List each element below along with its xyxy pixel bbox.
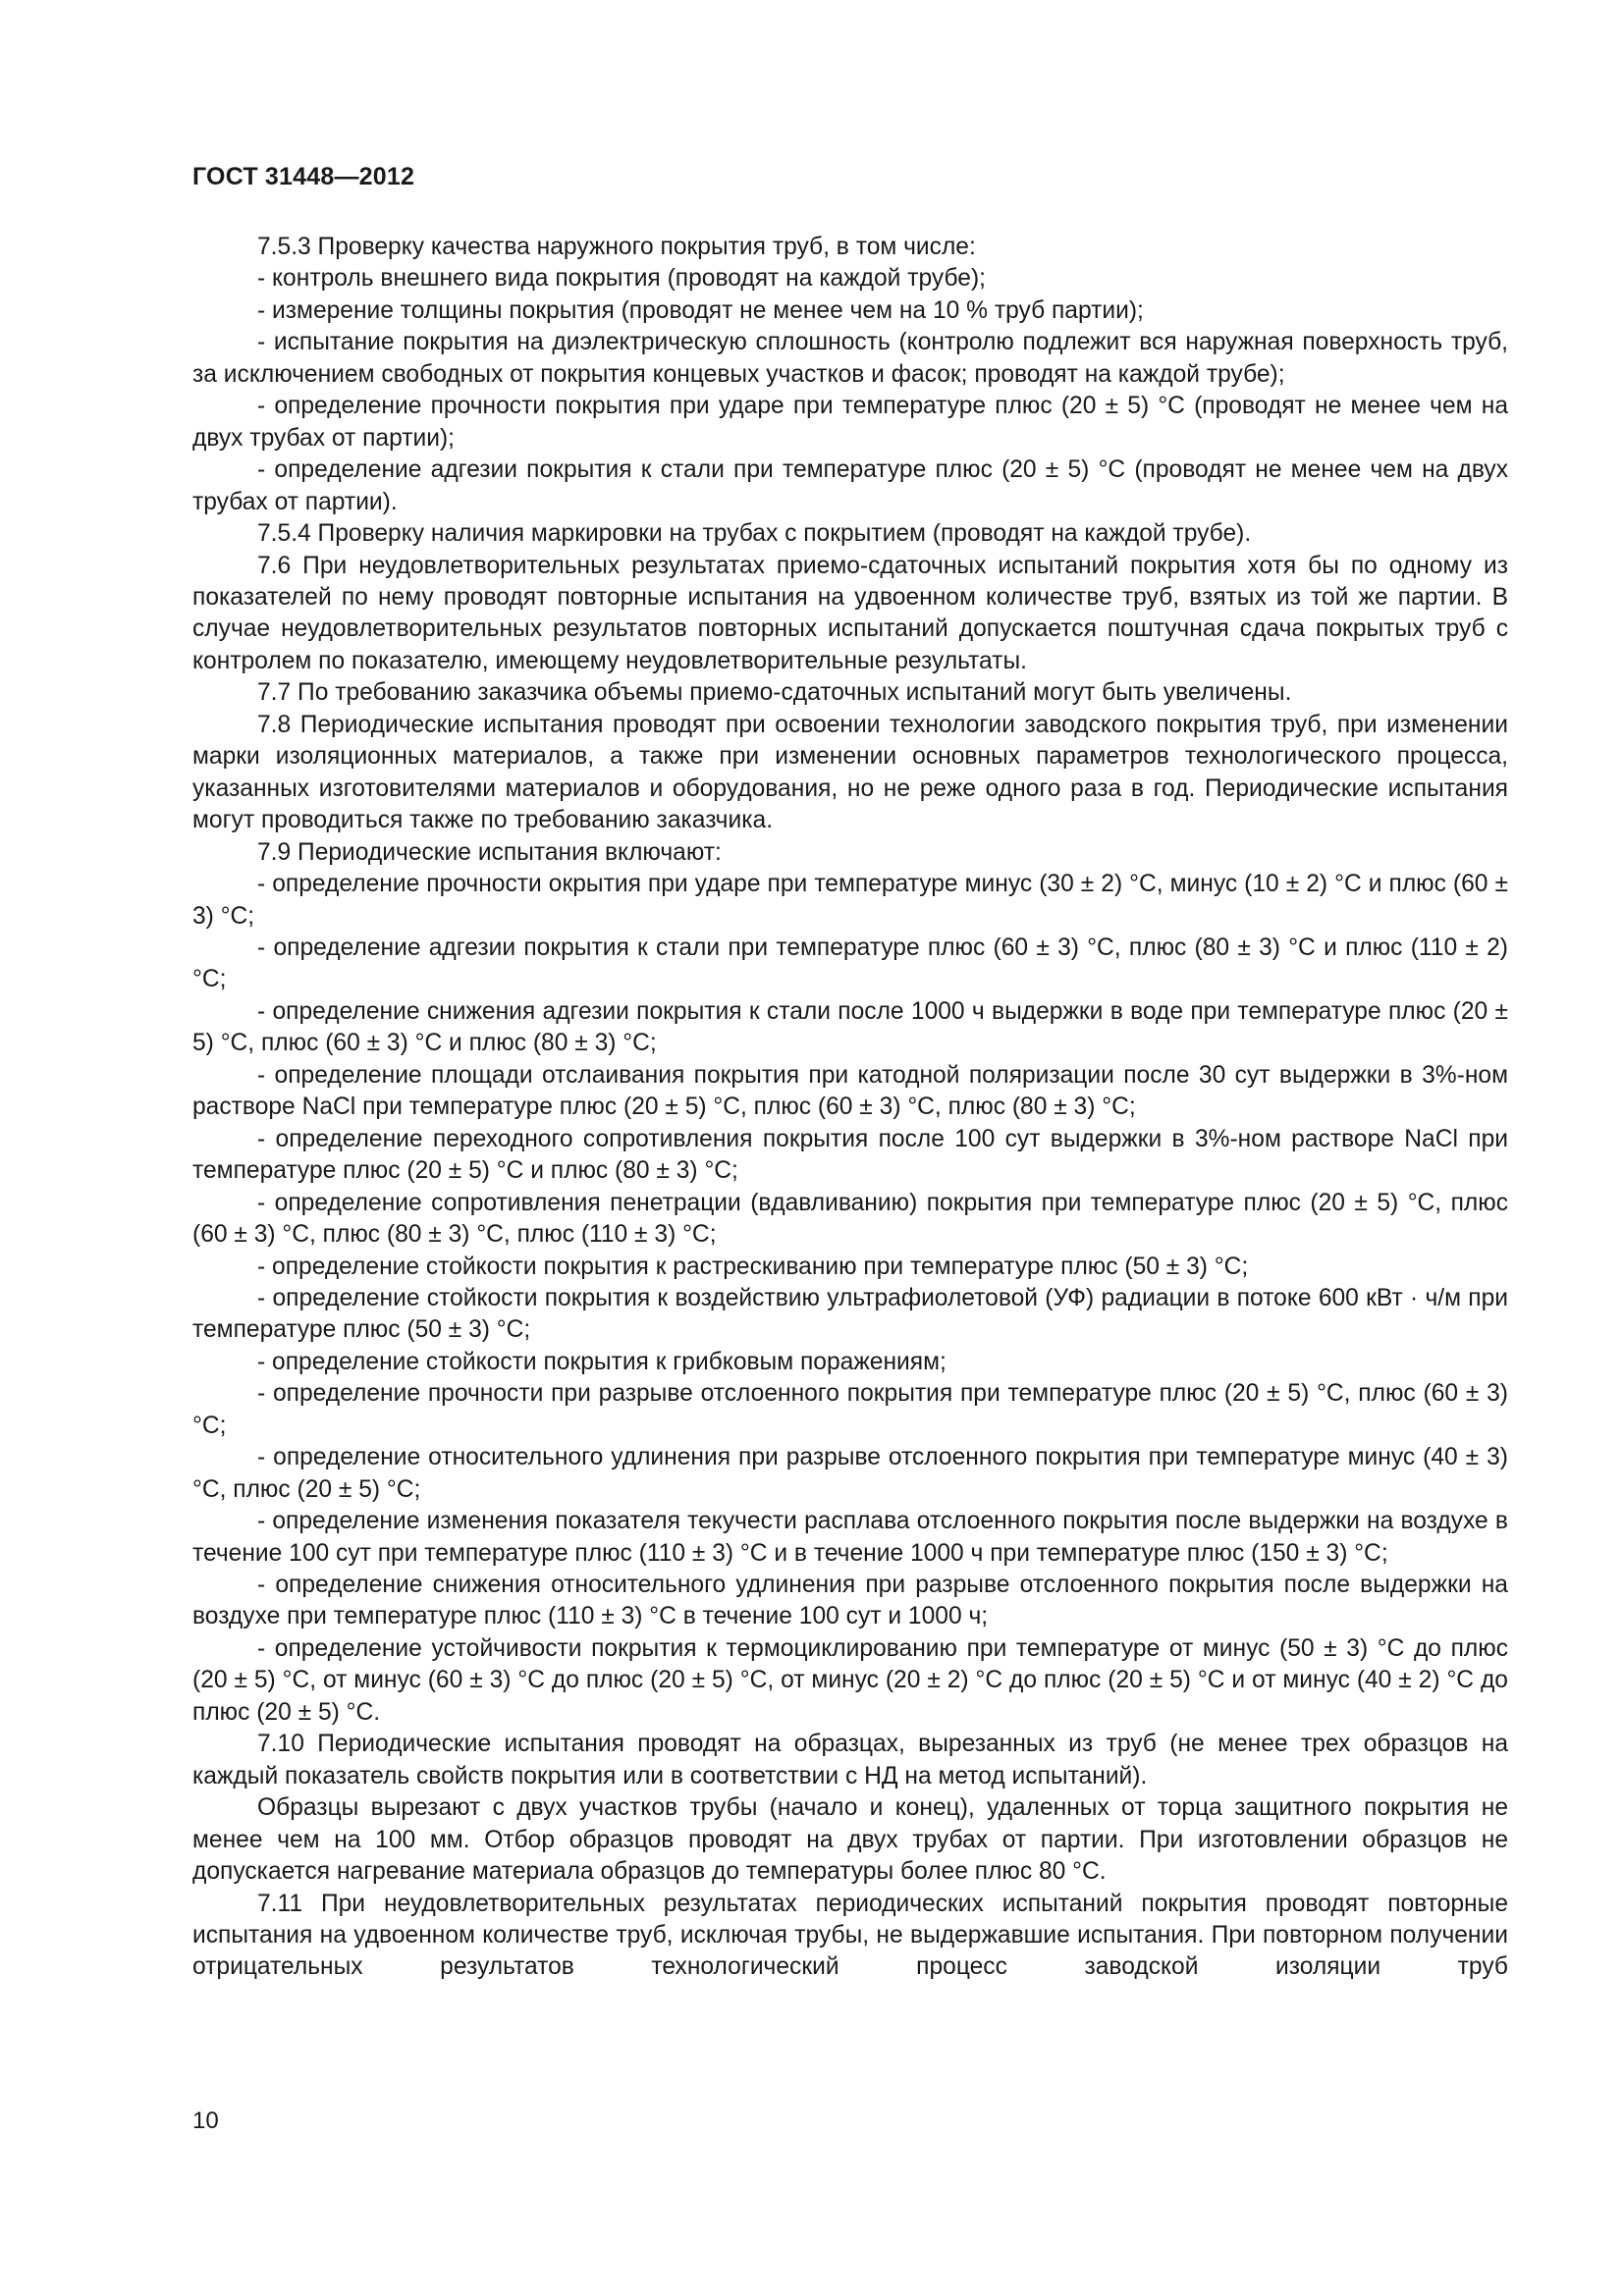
list-item: - определение прочности при разрыве отслоенного покрытия при температуре плюс (20 ± 5) °С, плюс (60 ± 3) °С;: [192, 1380, 1508, 1439]
paragraph: 7.7 По требованию заказчика объемы приемо-сдаточных испытаний могут быть увеличены.: [257, 679, 1292, 707]
list-item: - определение изменения показателя текучести расплава отслоенного покрытия после выдержки на воздухе в течение 100 сут при температуре плюс (110 ± 3) °С и в течение 1000 ч при температуре плюс (150 ± 3) °С;: [192, 1508, 1508, 1567]
paragraph: 7.6 При неудовлетворительных результатах приемо-сдаточных испытаний покрытия хотя бы по одному из показателей по нему проводят повторные испытания на удвоенном количестве труб, взятых из той же партии. В случае неудовлетворительных результатов повторных испытаний допускается поштучная сдача покрытых труб с контролем по показателю, имеющему неудовлетворительные результаты.: [192, 552, 1508, 674]
list-item: - измерение толщины покрытия (проводят не менее чем на 10 % труб партии);: [257, 296, 1144, 324]
list-item: - определение сопротивления пенетрации (вдавливанию) покрытия при температуре плюс (20 ± 5) °С, плюс (60 ± 3) °С, плюс (80 ± 3) °С, плюс (110 ± 3) °С;: [192, 1189, 1508, 1249]
list-item: - определение снижения адгезии покрытия к стали после 1000 ч выдержки в воде при температуре плюс (20 ± 5) °С, плюс (60 ± 3) °С и плюс (80 ± 3) °С;: [192, 997, 1508, 1057]
list-item: - определение устойчивости покрытия к термоциклированию при температуре от минус (50 ± 3) °С до плюс (20 ± 5) °С, от минус (60 ± 3) °С до плюс (20 ± 5) °С, от минус (20 ± 2) °С до плюс (20 ± 5) °С и от минус (40 ± 2) °С до плюс (20 ± 5) °С.: [192, 1634, 1508, 1726]
list-item: - определение стойкости покрытия к грибковым поражениям;: [257, 1348, 947, 1375]
paragraph: 7.5.3 Проверку качества наружного покрытия труб, в том числе:: [257, 234, 976, 260]
list-item: - определение адгезии покрытия к стали при температуре плюс (20 ± 5) °С (проводят не менее чем на двух трубах от партии).: [192, 456, 1508, 515]
paragraph: 7.11 При неудовлетворительных результатах периодических испытаний покрытия проводят повторные испытания на удвоенном количестве труб, исключая трубы, не выдержавшие испытания. При повторном получении отрицательных результатов технологический процесс заводской изоляции труб: [192, 1890, 1508, 1981]
paragraph: 7.8 Периодические испытания проводят при освоении технологии заводского покрытия труб, при изменении марки изоляционных материалов, а также при изменении основных параметров технологического процесса, указанных изготовителями материалов и оборудования, но не реже одного раза в год. Периодические испытания могут проводиться также по требованию заказчика.: [192, 711, 1508, 834]
list-item: - определение снижения относительного удлинения при разрыве отслоенного покрытия после выдержки на воздухе при температуре плюс (110 ± 3) °С в течение 100 сут и 1000 ч;: [192, 1572, 1508, 1630]
paragraph: Образцы вырезают с двух участков трубы (начало и конец), удаленных от торца защитного покрытия не менее чем на 100 мм. Отбор образцов проводят на двух трубах от партии. При изготовлении образцов не допускается нагревание материала образцов до температуры более плюс 80 °С.: [192, 1794, 1508, 1886]
list-item: - испытание покрытия на диэлектрическую сплошность (контролю подлежит вся наружная поверхность труб, за исключением свободных от покрытия концевых участков и фасок; проводят на каждой трубе);: [192, 329, 1508, 388]
page-number: 10: [192, 2108, 219, 2134]
list-item: - определение относительного удлинения при разрыве отслоенного покрытия при температуре минус (40 ± 3) °С, плюс (20 ± 5) °С;: [192, 1444, 1508, 1503]
paragraph: 7.5.4 Проверку наличия маркировки на трубах с покрытием (проводят на каждой трубе).: [257, 520, 1252, 548]
list-item: - контроль внешнего вида покрытия (проводят на каждой трубе);: [257, 265, 987, 293]
list-item: - определение адгезии покрытия к стали при температуре плюс (60 ± 3) °С, плюс (80 ± 3) °С и плюс (110 ± 2) °С;: [192, 934, 1508, 993]
document-body: [192, 232, 1508, 1984]
paragraph: 7.10 Периодические испытания проводят на образцах, вырезанных из труб (не менее трех образцов на каждый показатель свойств покрытия или в соответствии с НД на метод испытаний).: [192, 1731, 1508, 1789]
list-item: - определение стойкости покрытия к воздействию ультрафиолетовой (УФ) радиации в потоке 600 кВт · ч/м при температуре плюс (50 ± 3) °С;: [192, 1284, 1508, 1344]
paragraph: 7.9 Периодические испытания включают:: [257, 838, 722, 866]
list-item: - определение прочности окрытия при ударе при температуре минус (30 ± 2) °С, минус (10 ± 2) °С и плюс (60 ± 3) °С;: [192, 871, 1508, 930]
list-item: - определение стойкости покрытия к растрескиванию при температуре плюс (50 ± 3) °С;: [257, 1253, 1249, 1280]
list-item: - определение переходного сопротивления покрытия после 100 сут выдержки в 3%-ном растворе NaCl при температуре плюс (20 ± 5) °С и плюс (80 ± 3) °С;: [192, 1125, 1508, 1185]
list-item: - определение площади отслаивания покрытия при катодной поляризации после 30 сут выдержки в 3%-ном растворе NaCl при температуре плюс (20 ± 5) °С, плюс (60 ± 3) °С, плюс (80 ± 3) °С;: [192, 1061, 1508, 1121]
list-item: - определение прочности покрытия при ударе при температуре плюс (20 ± 5) °С (проводят не менее чем на двух трубах от партии);: [192, 393, 1508, 452]
document-standard-id: ГОСТ 31448—2012: [192, 163, 415, 190]
